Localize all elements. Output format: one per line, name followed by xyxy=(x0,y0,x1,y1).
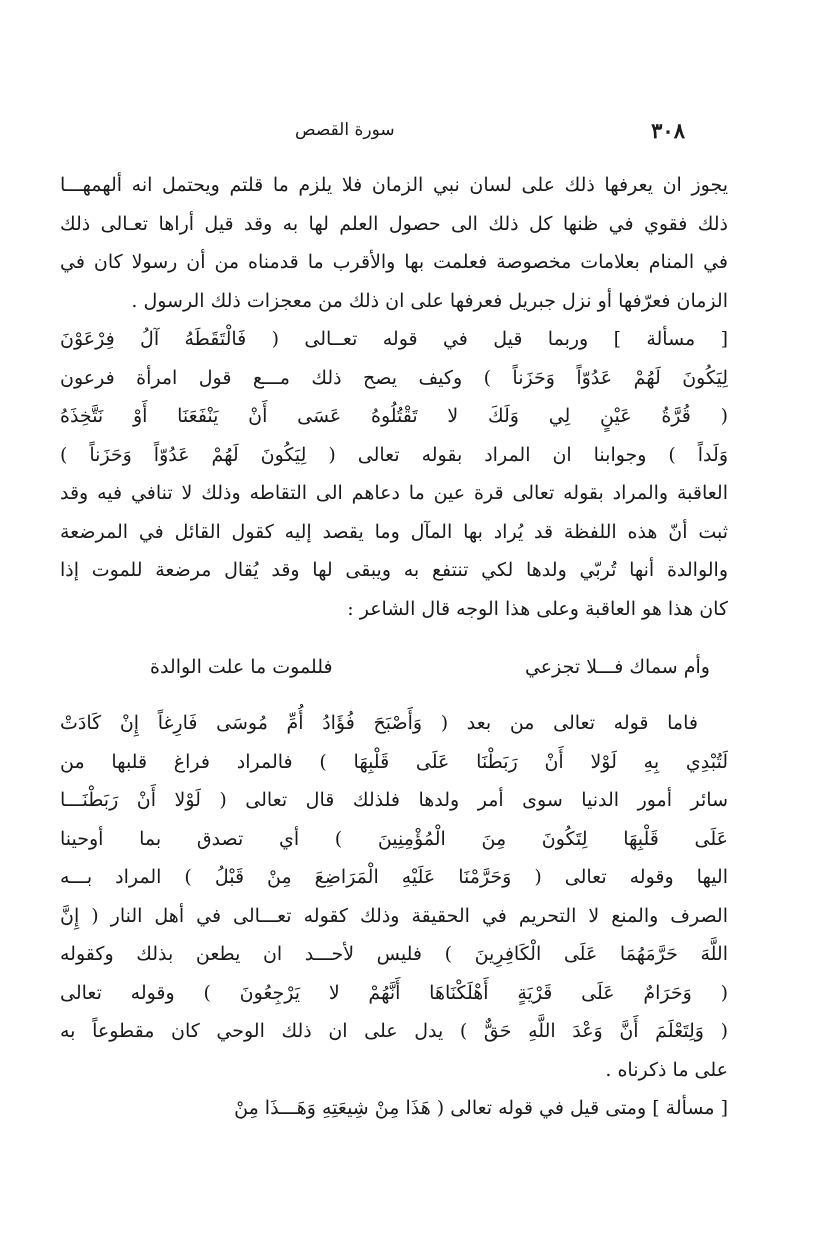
text-line: سائر أمور الدنيا سوى أمر ولدها فلذلك قال تعالى ( لَوْلا أَنْ رَبَطْنَـــا xyxy=(60,789,728,811)
text-line: على ما ذكرناه . xyxy=(605,1058,728,1081)
text-line: ثبت أنّ هذه اللفظة قد يُراد بها المآل وما يقصد إليه كقول القائل في المرضعة xyxy=(60,520,728,543)
text-line: ( وَلِتَعْلَمَ أَنَّ وَعْدَ اللَّهِ حَقٌّ ) يدل على ان ذلك الوحي كان مقطوعاً به xyxy=(60,1020,728,1042)
text-line: اليها وقوله تعالى ( وَحَرَّمْنَا عَلَيْهِ الْمَرَاضِعَ مِنْ قَبْلُ ) المراد بـــه xyxy=(60,866,728,888)
poetry-verse xyxy=(150,656,710,694)
text-line: [ مسألة ] وربما قيل في قوله تعــالى ( فَالْتَقَطَهُ آلُ فِرْعَوْنَ xyxy=(60,328,728,350)
text-line: والوالدة أنها تُربّي ولدها لكي تنتفع به ويبقى لها وقد يُقال مرضعة للموت إذا xyxy=(60,559,728,581)
text-line: فاما قوله تعالى من بعد ( وَأَصْبَحَ فُؤَادُ أُمِّ مُوسَى فَارِغاً إِنْ كَادَتْ xyxy=(60,712,698,734)
body-text-upper xyxy=(60,166,728,628)
text-line: ذلك فقوي في ظنها كل ذلك الى حصول العلم لها به وقد قيل أراها تعـالى ذلك xyxy=(60,212,728,235)
page-number: ٣٠٨ xyxy=(651,118,685,143)
text-line: لِيَكُونَ لَهُمْ عَدُوّاً وَحَزَناً ) وكيف يصح ذلك مـــع قول امرأة فرعون xyxy=(60,366,728,389)
surah-title: سورة القصص xyxy=(295,120,395,140)
text-line: ( قُرَّةُ عَيْنٍ لِي وَلَكَ لا تَقْتُلُوهُ عَسَى أَنْ يَنْفَعَنَا أَوْ نَتَّخِذَهُ xyxy=(60,405,728,427)
text-line: العاقبة والمراد بقوله تعالى قرة عين ما دعاهم الى التقاطه وذلك لا تنافي فيه وقد xyxy=(60,482,728,504)
text-line: اللَّهَ حَرَّمَهُمَا عَلَى الْكَافِرِينَ ) فليس لأحـــد ان يطعن بذلك وكقوله xyxy=(60,943,728,965)
verse-first-hemistich: وأم سماك فـــلا تجزعي xyxy=(524,656,710,678)
text-line: وَلَداً ) وجوابنا ان المراد بقوله تعالى ( لِيَكُونَ لَهُمْ عَدُوّاً وَحَزَناً ) xyxy=(60,443,728,466)
body-text-lower xyxy=(60,704,728,1128)
text-line: ( وَحَرَامٌ عَلَى قَرْيَةٍ أَهْلَكْنَاهَا أَنَّهُمْ لا يَرْجِعُونَ ) وقوله تعالى xyxy=(60,981,728,1004)
text-line: يجوز ان يعرفها ذلك على لسان نبي الزمان فلا يلزم ما قلتم ويحتمل انه ألهمهـــا xyxy=(60,174,728,196)
text-line: كان هذا هو العاقبة وعلى هذا الوجه قال الشاعر : xyxy=(347,597,728,620)
text-line: لَتُبْدِي بِهِ لَوْلا أَنْ رَبَطْنَا عَلَى قَلْبِهَا ) فالمراد فراغ قلبها من xyxy=(60,750,728,773)
page-header xyxy=(295,118,685,148)
text-line: الزمان فعرّفها أو نزل جبريل فعرفها على ان ذلك من معجزات ذلك الرسول . xyxy=(131,289,728,312)
text-line: [ مسألة ] ومتى قيل في قوله تعالى ( هَذَا مِنْ شِيعَتِهِ وَهَـــذَا مِنْ xyxy=(234,1097,728,1119)
text-line: عَلَى قَلْبِهَا لِتَكُونَ مِنَ الْمُؤْمِنِينَ ) أي تصدق بما أوحينا xyxy=(60,827,728,850)
text-line: في المنام بعلامات مخصوصة فعلمت بها والأقرب ما قدمناه من أن رسولا كان في xyxy=(60,251,728,273)
verse-second-hemistich: فللموت ما علت الوالدة xyxy=(150,656,333,678)
text-line: الصرف والمنع لا التحريم في الحقيقة وذلك كقوله تعـــالى في أهل النار ( إِنَّ xyxy=(60,904,728,927)
